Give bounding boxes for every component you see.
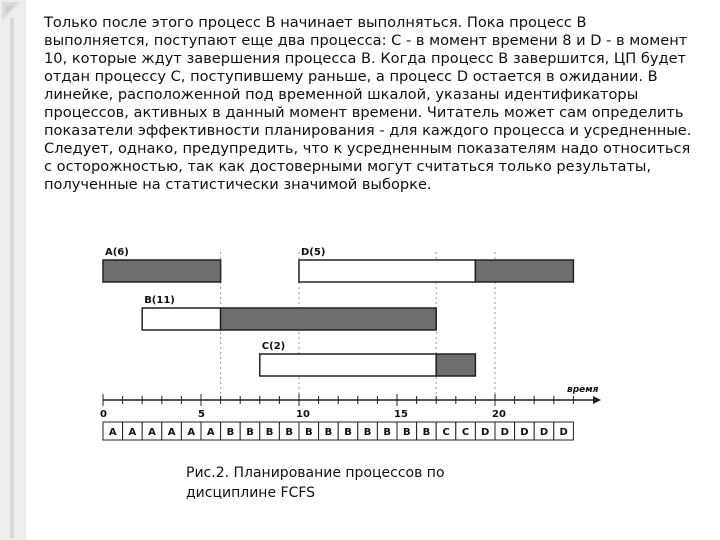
timeline-cell-label-13: B [363,427,372,438]
timeline-cell-label-2: A [148,427,156,438]
timeline-cell-label-18: C [461,427,470,438]
axis-tick-label-20: 20 [492,409,506,420]
timeline-cell-label-6: B [226,427,235,438]
axis-tick-label-5: 5 [198,409,205,420]
axis-tick-label-15: 15 [394,409,408,420]
time-axis-arrow [593,396,601,404]
timeline-cell-label-15: B [402,427,411,438]
corner-decoration [0,0,40,40]
timeline-cell-label-8: B [265,427,274,438]
timeline-cell-label-9: B [285,427,294,438]
process-d-exec-bar [475,260,573,282]
process-d-label: D(5) [301,247,326,258]
body-text: Только после этого процесс В начинает выполняться. Пока процесс В выполняется, поступают еще два процесса: С - в момент времени 8 и D - в момент 10, которые ждут завершения процесса В. Когда процесс В завершится, ЦП будет отдан процессу С, поступившему раньше, а процесс D остается в ожидании. В линейке, расположенной под временной шкалой, указаны идентификаторы процессов, активных в данный момент времени. Читатель может сам определить показатели эффективности планирования - для каждого процесса и усредненные. Следует, однако, предупредить, что к усредненным показателям надо относиться с осторожностью, так как достоверными могут считаться только результаты, полученные на статистически значимой выборке. [44,14,692,193]
timeline-cell-label-7: B [246,427,254,438]
axis-tick-label-0: 0 [100,409,107,420]
process-b-wait-bar [142,308,220,330]
timeline-cell-label-23: D [559,427,568,438]
timeline-cell-label-1: A [128,427,137,438]
timeline-cell-label-10: B [304,427,313,438]
process-b-label: B(11) [144,295,175,306]
process-d-wait-bar [299,260,475,282]
timeline-cell-label-3: A [167,427,176,438]
process-c-wait-bar [260,354,436,376]
process-b-exec-bar [221,308,437,330]
border-stripe [10,18,14,538]
timeline-cell-label-22: D [539,427,549,438]
timeline-cell-label-4: A [187,427,196,438]
timeline-cell-label-11: B [324,427,333,438]
process-c-label: C(2) [261,341,286,352]
timeline-cell-label-5: A [206,427,215,438]
timeline-cell-label-12: B [344,427,352,438]
axis-tick-label-10: 10 [296,409,310,420]
timeline-cell-label-0: A [108,427,117,438]
process-c-exec-bar [436,354,475,376]
process-a-label: A(6) [105,247,129,258]
axis-unit-label: время [567,385,599,395]
timeline-cell-label-14: B [383,427,392,438]
process-a-exec-bar [103,260,221,282]
timeline-cell-label-21: D [520,427,529,438]
timeline-cell-label-16: B [422,427,431,438]
caption-line-2: дисциплине FCFS [186,485,316,501]
timeline-cell-label-17: C [442,427,450,438]
timeline-cell-label-20: D [500,427,509,438]
fcfs-scheduling-diagram [88,240,608,452]
caption-line-1: Рис.2. Планирование процессов по [186,465,445,481]
timeline-cell-label-19: D [481,427,490,438]
figure-caption [186,463,445,503]
slide-left-border [0,0,26,540]
